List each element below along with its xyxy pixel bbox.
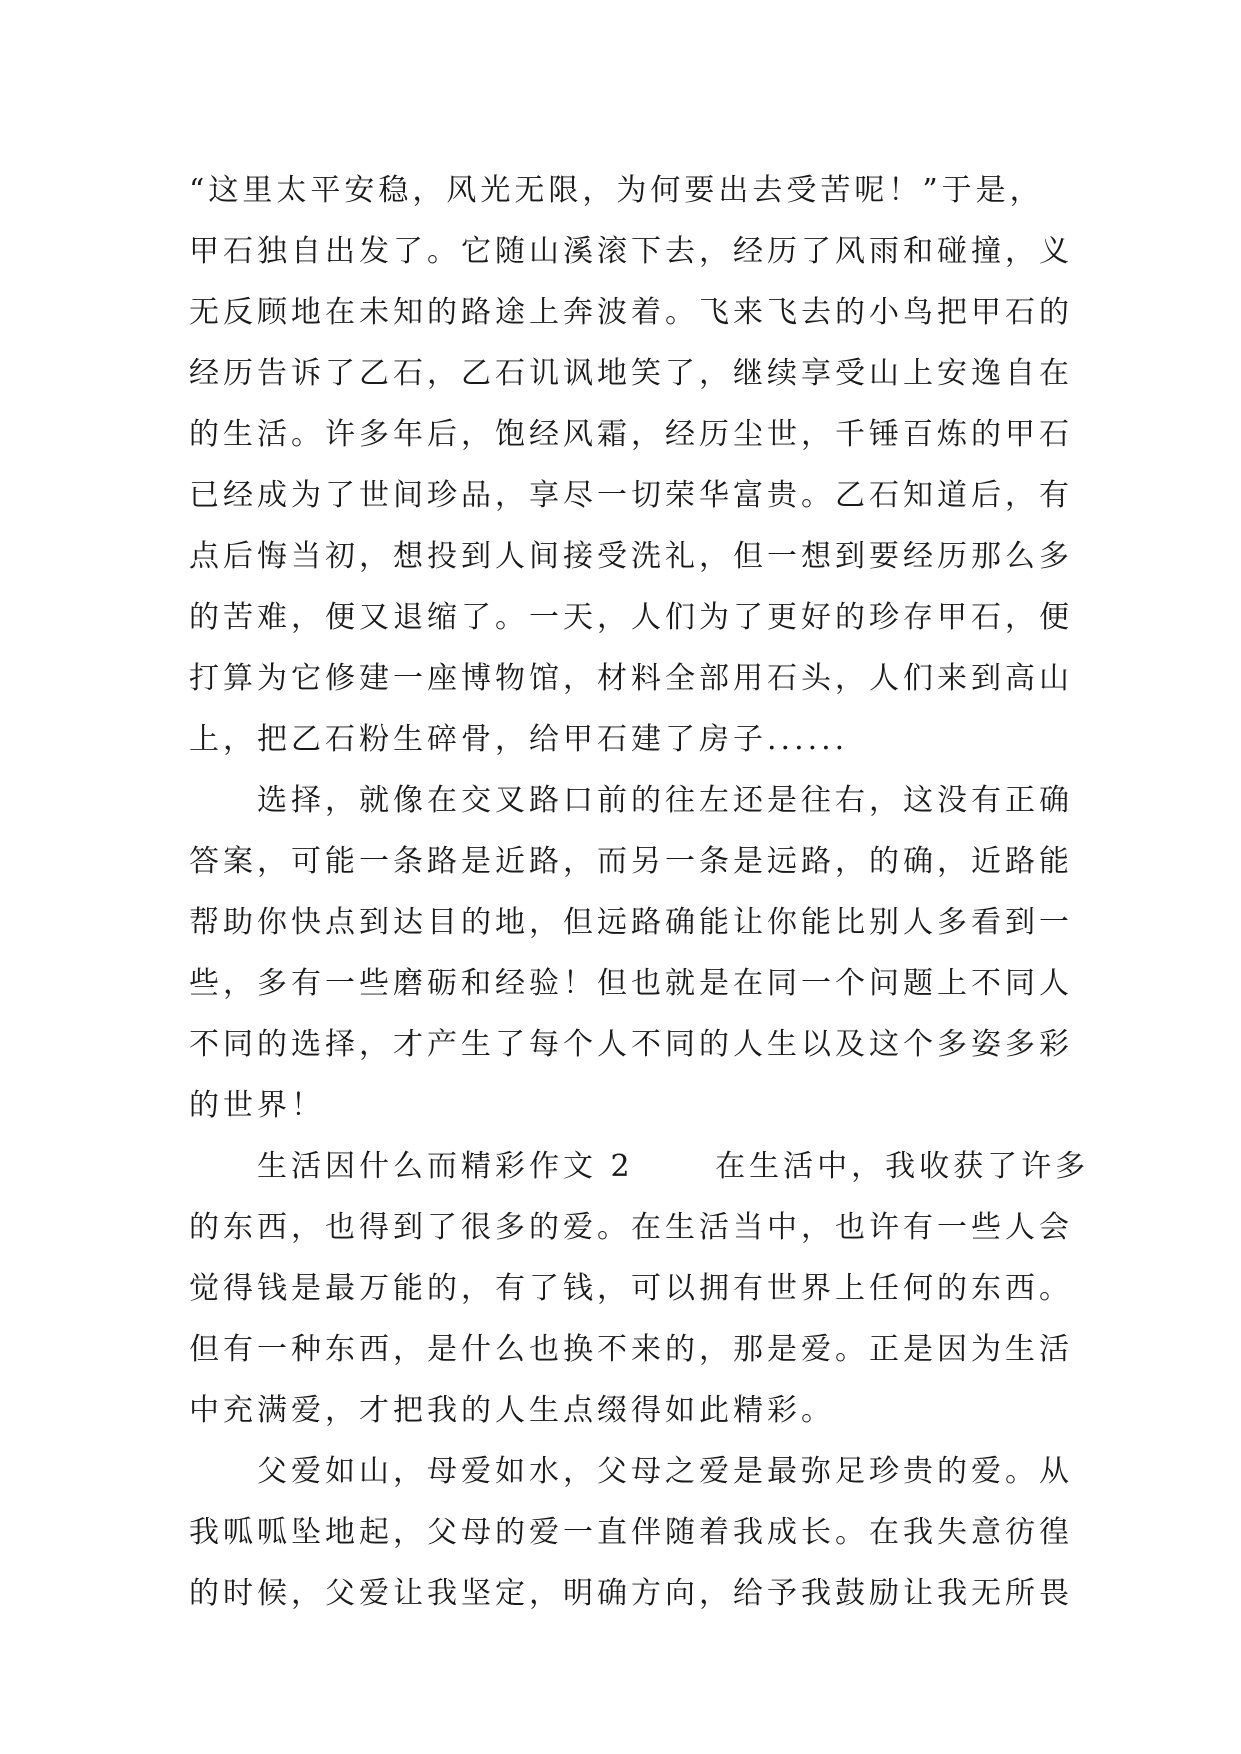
text-line: 的苦难，便又退缩了。一天，人们为了更好的珍存甲石，便 — [189, 600, 1073, 635]
text-line: 点后悔当初，想投到人间接受洗礼，但一想到要经历那么多 — [189, 539, 1073, 574]
text-line: 的时候，父爱让我坚定，明确方向，给予我鼓励让我无所畏 — [189, 1576, 1073, 1611]
text-line: 的东西，也得到了很多的爱。在生活当中，也许有一些人会 — [189, 1210, 1073, 1245]
text-line: 的生活。许多年后，饱经风霜，经历尘世，千锤百炼的甲石 — [189, 417, 1073, 452]
section-heading-line: 生活因什么而精彩作文 2 在生活中，我收获了许多 — [189, 1149, 1090, 1184]
text-line: 些，多有一些磨砺和经验！但也就是在同一个问题上不同人 — [189, 966, 1073, 1001]
text-line: 但有一种东西，是什么也换不来的，那是爱。正是因为生活 — [189, 1332, 1073, 1367]
text-line: 经历告诉了乙石，乙石讥讽地笑了，继续享受山上安逸自在 — [189, 356, 1073, 391]
text-line: 答案，可能一条路是近路，而另一条是远路，的确，近路能 — [189, 844, 1073, 879]
text-line: 打算为它修建一座博物馆，材料全部用石头，人们来到高山 — [189, 661, 1073, 696]
text-line: 我呱呱坠地起，父母的爱一直伴随着我成长。在我失意彷徨 — [189, 1515, 1073, 1550]
text-line: 已经成为了世间珍品，享尽一切荣华富贵。乙石知道后，有 — [189, 478, 1073, 513]
essay-text — [189, 160, 1090, 1624]
text-line: 无反顾地在未知的路途上奔波着。飞来飞去的小鸟把甲石的 — [189, 295, 1073, 330]
text-line: 父爱如山，母爱如水，父母之爱是最弥足珍贵的爱。从 — [189, 1454, 1073, 1489]
text-line: 选择，就像在交叉路口前的往左还是往右，这没有正确 — [189, 783, 1073, 818]
text-line: “这里太平安稳，风光无限，为何要出去受苦呢！”于是， — [189, 173, 1044, 208]
text-line: 的世界！ — [189, 1088, 325, 1123]
text-line: 甲石独自出发了。它随山溪滚下去，经历了风雨和碰撞，义 — [189, 234, 1073, 269]
text-line: 帮助你快点到达目的地，但远路确能让你能比别人多看到一 — [189, 905, 1073, 940]
text-line: 上，把乙石粉生碎骨，给甲石建了房子...... — [189, 722, 849, 757]
text-line: 中充满爱，才把我的人生点缀得如此精彩。 — [189, 1393, 835, 1428]
text-line: 不同的选择，才产生了每个人不同的人生以及这个多姿多彩 — [189, 1027, 1073, 1062]
text-line: 觉得钱是最万能的，有了钱，可以拥有世界上任何的东西。 — [189, 1271, 1073, 1306]
